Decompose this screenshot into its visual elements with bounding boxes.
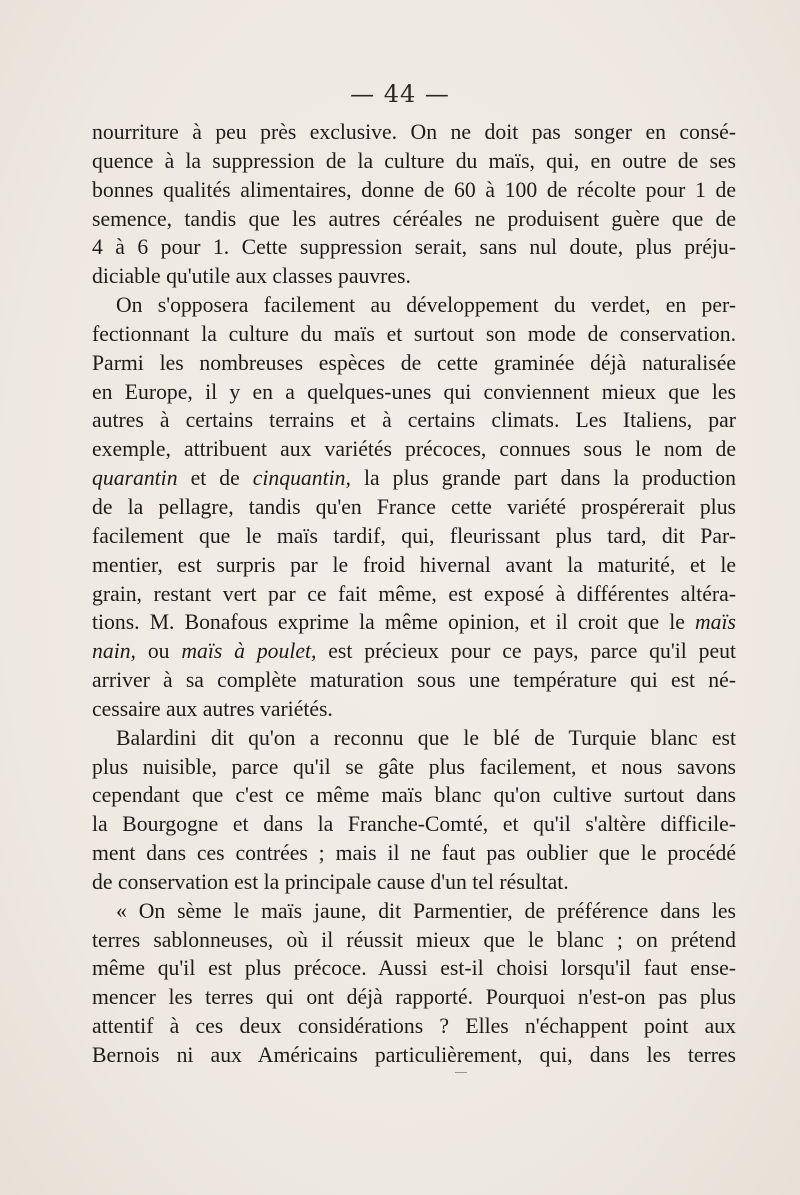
text-segment: la plus grande part dans la production — [350, 466, 736, 491]
text-segment: autres à certains terrains et à certains climats. Les Italiens, par — [92, 408, 736, 433]
text-segment: Bernois ni aux Américains particulièrement, qui, dans les terres — [92, 1043, 736, 1067]
text-line — [92, 551, 736, 580]
text-line — [92, 147, 736, 176]
text-segment: arriver à sa complète maturation sous une température qui est né- — [92, 668, 736, 693]
italic-text-segment: maïs à poulet, — [181, 639, 317, 664]
text-line — [92, 406, 736, 435]
italic-text-segment: nain, — [92, 639, 136, 664]
text-segment: bonnes qualités alimentaires, donne de 60 à 100 de récolte pour 1 de — [92, 177, 736, 202]
text-line — [92, 637, 736, 666]
text-segment: On s'opposera facilement au développement du verdet, en per- — [116, 293, 736, 318]
text-segment: tions. M. Bonafous exprime la même opinion, et il croit que le — [92, 610, 696, 635]
text-line — [92, 868, 736, 897]
text-segment: semence, tandis que les autres céréales ne produisent guère que de — [92, 206, 736, 231]
text-segment: et de — [177, 466, 253, 491]
body-text — [92, 118, 736, 1070]
text-line — [92, 724, 736, 753]
text-segment: ou — [135, 639, 182, 664]
text-line — [92, 493, 736, 522]
text-segment: Balardini dit qu'on a reconnu que le blé de Turquie blanc est — [116, 725, 736, 750]
text-line — [92, 349, 736, 378]
text-segment: nourriture à peu près exclusive. On ne doit pas songer en consé- — [92, 120, 736, 144]
text-line — [92, 810, 736, 839]
text-segment: cependant que c'est ce même maïs blanc qu'on cultive surtout dans — [92, 783, 736, 808]
text-segment: cessaire aux autres variétés. — [92, 696, 333, 721]
text-line — [92, 781, 736, 810]
text-line — [92, 666, 736, 695]
text-segment: facilement que le maïs tardif, qui, fleurissant plus tard, dit Par- — [92, 523, 736, 548]
text-line — [92, 608, 736, 637]
text-segment: plus nuisible, parce qu'il se gâte plus facilement, et nous savons — [92, 754, 736, 779]
text-segment: Parmi les nombreuses espèces de cette graminée déjà naturalisée — [92, 350, 736, 375]
text-segment: en Europe, il y en a quelques-unes qui conviennent mieux que les — [92, 379, 736, 404]
text-line — [92, 262, 736, 291]
text-line — [92, 1041, 736, 1070]
text-segment: exemple, attribuent aux variétés précoces, connues sous le nom de — [92, 437, 736, 462]
text-segment: terres sablonneuses, où il réussit mieux que le blanc ; on prétend — [92, 927, 736, 952]
text-segment: « On sème le maïs jaune, dit Parmentier, de préférence dans les — [116, 898, 736, 923]
italic-text-segment: cinquantin, — [252, 466, 351, 491]
text-segment: ment dans ces contrées ; mais il ne faut pas oublier que le procédé — [92, 841, 736, 866]
text-segment: mentier, est surpris par le froid hivernal avant la maturité, et le — [92, 552, 736, 577]
text-segment: même qu'il est plus précoce. Aussi est-il choisi lorsqu'il faut ense- — [92, 956, 736, 981]
text-line — [92, 320, 736, 349]
text-line — [92, 291, 736, 320]
page-number: — 44 — — [350, 80, 450, 108]
text-line — [92, 118, 736, 147]
text-segment: est précieux pour ce pays, parce qu'il peut — [316, 639, 737, 664]
text-line — [92, 464, 736, 493]
text-segment: diciable qu'utile aux classes pauvres. — [92, 264, 411, 289]
text-segment: mencer les terres qui ont déjà rapporté. Pourquoi n'est-on pas plus — [92, 985, 736, 1010]
text-segment: attentif à ces deux considérations ? Elles n'échappent point aux — [92, 1014, 736, 1039]
text-segment: quence à la suppression de la culture du maïs, qui, en outre de ses — [92, 148, 736, 173]
text-line — [92, 926, 736, 955]
text-line — [92, 839, 736, 868]
italic-text-segment: maïs — [695, 610, 736, 635]
text-segment: 4 à 6 pour 1. Cette suppression serait, sans nul doute, plus préju- — [92, 235, 736, 260]
text-line — [92, 205, 736, 234]
text-line — [92, 753, 736, 782]
text-segment: la Bourgogne et dans la Franche-Comté, et qu'il s'altère difficile- — [92, 812, 736, 837]
text-segment: de conservation est la principale cause d'un tel résultat. — [92, 869, 569, 894]
text-line — [92, 954, 736, 983]
text-line — [92, 522, 736, 551]
text-segment: fectionnant la culture du maïs et surtout son mode de conservation. — [92, 321, 736, 346]
text-line — [92, 1012, 736, 1041]
text-line — [92, 983, 736, 1012]
text-line — [92, 233, 736, 262]
text-line — [92, 435, 736, 464]
ink-mark — [455, 1072, 467, 1073]
text-line — [92, 378, 736, 407]
text-segment: de la pellagre, tandis qu'en France cette variété prospérerait plus — [92, 494, 736, 519]
text-line — [92, 695, 736, 724]
text-line — [92, 897, 736, 926]
italic-text-segment: quarantin — [92, 466, 178, 491]
text-line — [92, 580, 736, 609]
text-segment: grain, restant vert par ce fait même, est exposé à différentes altéra- — [92, 581, 736, 606]
text-line — [92, 176, 736, 205]
